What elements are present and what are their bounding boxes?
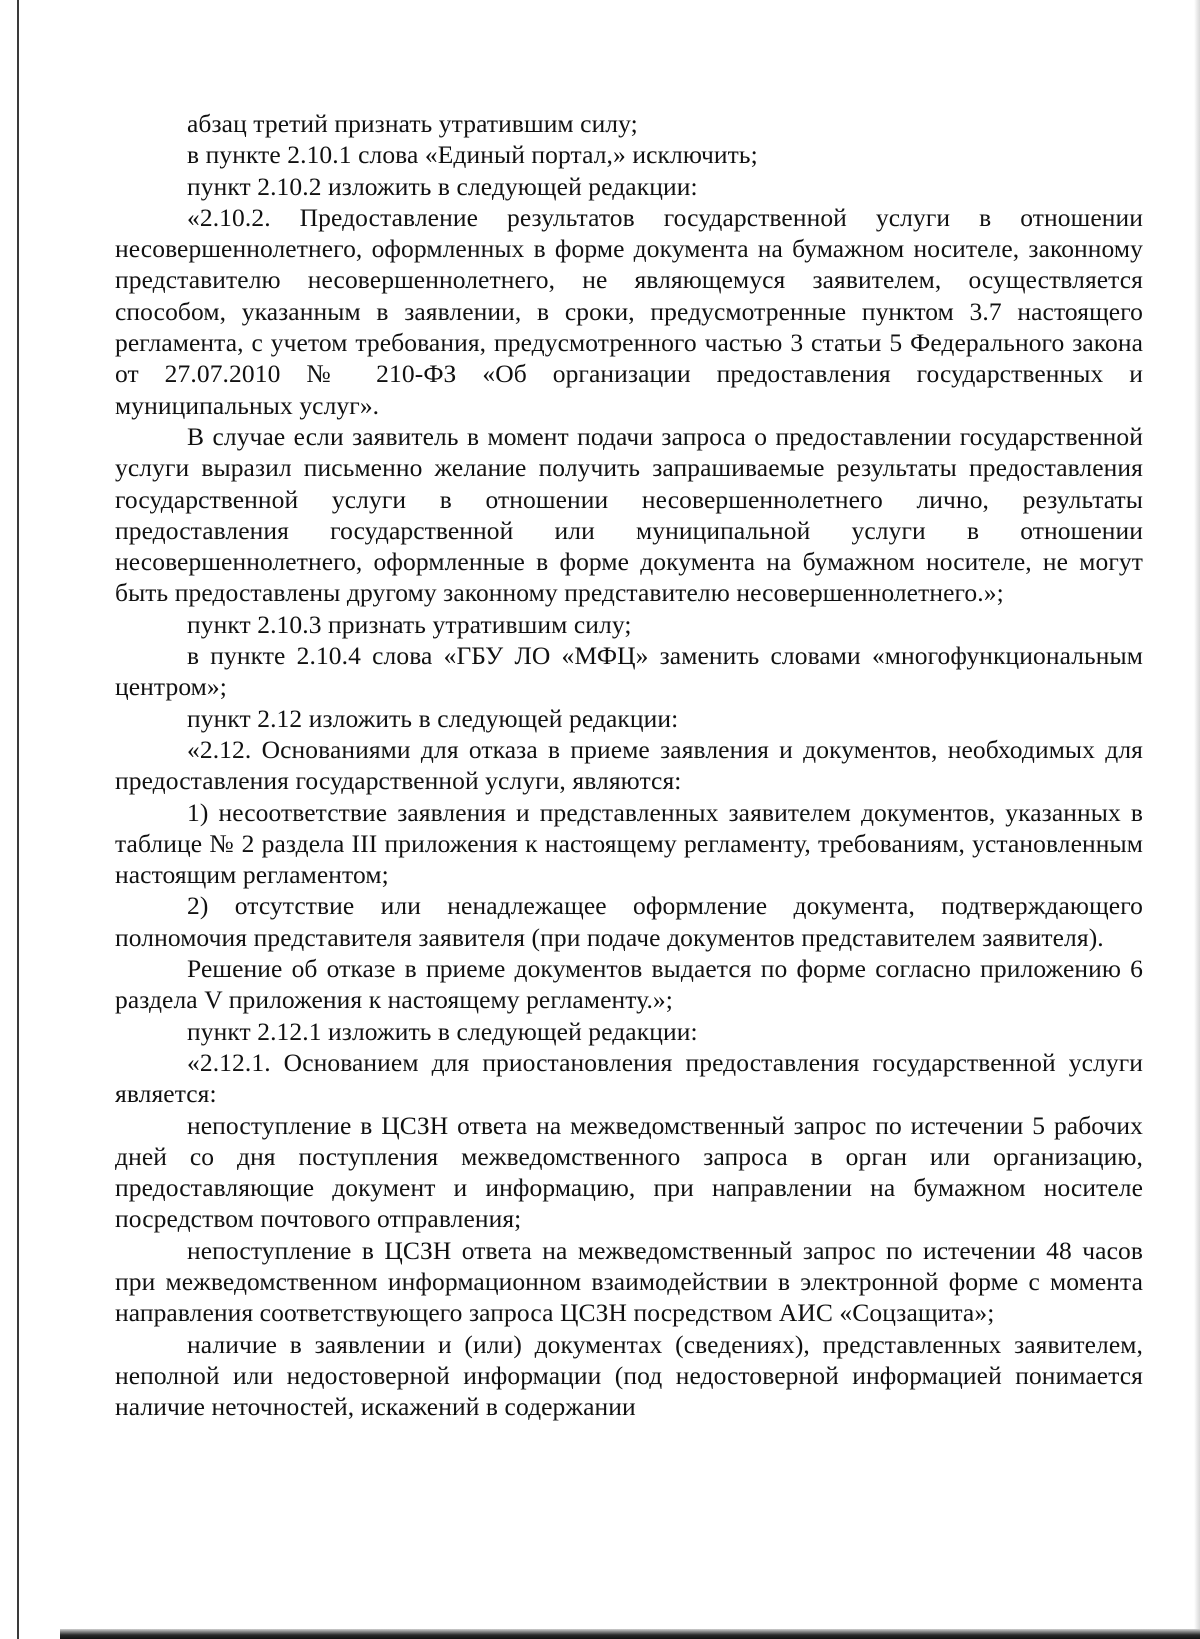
- scan-left-edge: [17, 0, 19, 1639]
- paragraph: 2) отсутствие или ненадлежащее оформление документа, подтверждающего полномочия представителя заявителя (при подаче документов представителем заявителя).: [115, 891, 1143, 952]
- paragraph: непоступление в ЦСЗН ответа на межведомственный запрос по истечении 48 часов при межведомственном информационном взаимодействии в электронной форме с момента направления соответствующего запроса ЦСЗН посредством АИС «Соцзащита»;: [115, 1235, 1143, 1328]
- paragraph: «2.12.1. Основанием для приостановления предоставления государственной услуги является:: [115, 1047, 1143, 1109]
- paragraph: 1) несоответствие заявления и представленных заявителем документов, указанных в таблице № 2 раздела III приложения к настоящему регламенту, требованиям, установленным настоящим регламентом;: [115, 797, 1143, 890]
- paragraph: «2.10.2. Предоставление результатов государственной услуги в отношении несовершеннолетнего, оформленных в форме документа на бумажном носителе, законному представителю несовершеннолетнего, не являющемуся заявителем, осуществляется способом, указанным в заявлении, в сроки, предусмотренные пунктом 3.7 настоящего регламента, с учетом требования, предусмотренного частью 3 статьи 5 Федерального закона от 27.07.2010 № 210-ФЗ «Об организации предоставления государственных и муниципальных услуг».: [115, 202, 1143, 420]
- scan-bottom-edge: [60, 1629, 1200, 1639]
- paragraph: пункт 2.12 изложить в следующей редакции:: [187, 703, 679, 733]
- paragraph: абзац третий признать утратившим силу;: [187, 109, 638, 138]
- paragraph: пункт 2.12.1 изложить в следующей редакции:: [187, 1016, 698, 1046]
- paragraph: наличие в заявлении и (или) документах (сведениях), представленных заявителем, неполной или недостоверной информации (под недостоверной информацией понимается наличие неточностей, искажений в содержании: [115, 1329, 1143, 1422]
- paragraph: «2.12. Основаниями для отказа в приеме заявления и документов, необходимых для предоставления государственной услуги, являются:: [115, 734, 1143, 796]
- paragraph: В случае если заявитель в момент подачи запроса о предоставлении государственной услуги выразил письменно желание получить запрашиваемые результаты предоставления государственной услуги в отношении несовершеннолетнего лично, результаты предоставления государственной или муниципальной услуги в отношении несовершеннолетнего, оформленные в форме документа на бумажном носителе, не могут быть предоставлены другому законному представителю несовершеннолетнего.»;: [115, 421, 1143, 608]
- document-body: [115, 108, 1143, 1422]
- paragraph: в пункте 2.10.1 слова «Единый портал,» исключить;: [187, 140, 758, 170]
- paragraph: Решение об отказе в приеме документов выдается по форме согласно приложению 6 раздела V приложения к настоящему регламенту.»;: [115, 954, 1143, 1015]
- paragraph: пункт 2.10.3 признать утратившим силу;: [187, 609, 632, 639]
- paragraph: пункт 2.10.2 изложить в следующей редакции:: [187, 171, 698, 201]
- paragraph: в пункте 2.10.4 слова «ГБУ ЛО «МФЦ» заменить словами «многофункциональным центром»;: [115, 641, 1143, 702]
- scan-right-edge: [1194, 0, 1200, 1639]
- paragraph: непоступление в ЦСЗН ответа на межведомственный запрос по истечении 5 рабочих дней со дня поступления межведомственного запроса в орган или организацию, предоставляющие документ и информацию, при направлении на бумажном носителе посредством почтового отправления;: [115, 1110, 1143, 1234]
